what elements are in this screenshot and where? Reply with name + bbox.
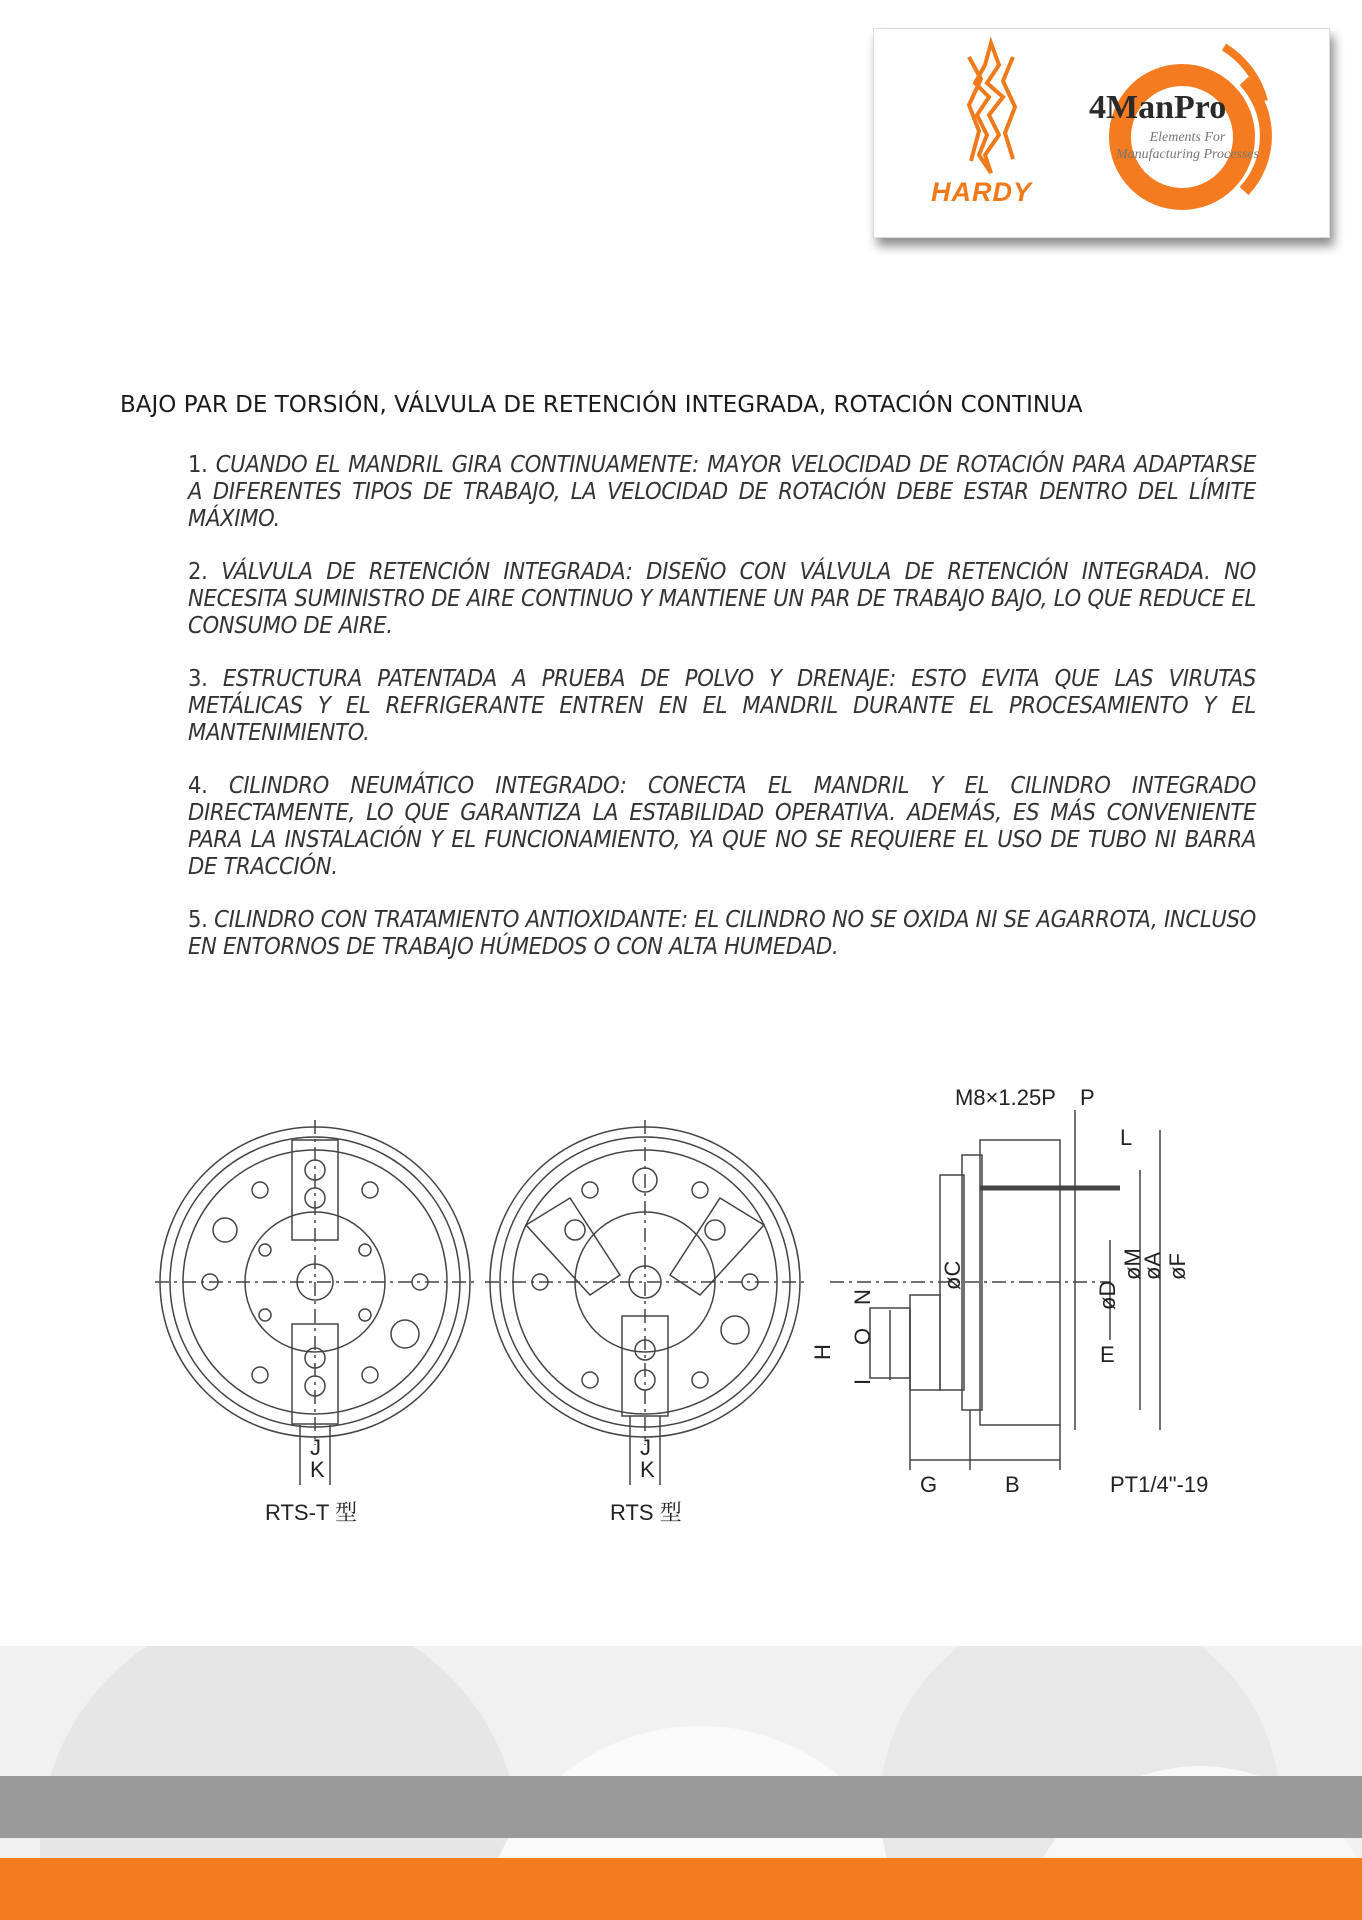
dim-k-2: K [640, 1457, 655, 1482]
dim-d: øD [1095, 1280, 1120, 1310]
dim-e: E [1100, 1342, 1115, 1367]
amanpro-logo-text: 4ManPro [1089, 89, 1227, 126]
dim-l: L [1120, 1125, 1133, 1150]
view1-label: RTS-T 型 [265, 1500, 358, 1525]
amanpro-tagline-1: Elements For [1149, 130, 1226, 145]
dim-k-1: K [310, 1457, 325, 1482]
dim-f: øF [1165, 1253, 1190, 1280]
amanpro-tagline [1116, 129, 1259, 163]
port-label: PT1/4"-19 [1110, 1472, 1209, 1497]
dim-a: øA [1140, 1251, 1165, 1280]
dim-h: H [810, 1344, 835, 1360]
hardy-logo-icon [929, 35, 1049, 180]
feature-item: 1. CUANDO EL MANDRIL GIRA CONTINUAMENTE: MAYOR VELOCIDAD DE ROTACIÓN PARA ADAPTARSE A DIFERENTES TIPOS DE TRABAJO, LA VELOCIDAD DE ROTACIÓN DEBE ESTAR DENTRO DEL LÍMITE MÁXIMO. [188, 450, 1256, 532]
dim-n: N [850, 1289, 875, 1305]
footer-orange-band [0, 1858, 1362, 1920]
dim-o: O [850, 1327, 875, 1345]
dim-c: øC [940, 1260, 965, 1290]
rts-front-view [485, 1120, 805, 1485]
feature-item: 2. VÁLVULA DE RETENCIÓN INTEGRADA: DISEÑO CON VÁLVULA DE RETENCIÓN INTEGRADA. NO NECESITA SUMINISTRO DE AIRE CONTINUO Y MANTIENE UN PAR DE TRABAJO BAJO, LO QUE REDUCE EL CONSUMO DE AIRE. [188, 557, 1256, 639]
view2-label: RTS 型 [610, 1500, 682, 1525]
technical-drawing [150, 1080, 1230, 1530]
feature-list [188, 451, 1256, 986]
dim-g: G [920, 1472, 938, 1497]
dim-i: I [850, 1378, 875, 1385]
dim-p: P [1080, 1085, 1095, 1110]
feature-item: 3. ESTRUCTURA PATENTADA A PRUEBA DE POLVO Y DRENAJE: ESTO EVITA QUE LAS VIRUTAS METÁLICAS Y EL REFRIGERANTE ENTREN EN EL MANDRIL DURANTE EL PROCESAMIENTO Y EL MANTENIMIENTO. [188, 664, 1256, 746]
logo-box [873, 28, 1330, 238]
dim-m: øM [1120, 1248, 1145, 1280]
dim-b: B [1005, 1472, 1020, 1497]
page-heading: BAJO PAR DE TORSIÓN, VÁLVULA DE RETENCIÓN INTEGRADA, ROTACIÓN CONTINUA [120, 392, 1083, 418]
feature-item: 5. CILINDRO CON TRATAMIENTO ANTIOXIDANTE: EL CILINDRO NO SE OXIDA NI SE AGARROTA, INCLUSO EN ENTORNOS DE TRABAJO HÚMEDOS O CON ALTA HUMEDAD. [188, 905, 1256, 960]
rts-t-front-view [155, 1120, 475, 1485]
thread-label: M8×1.25P [955, 1085, 1056, 1110]
dim-j-2: J [640, 1435, 651, 1460]
feature-item: 4. CILINDRO NEUMÁTICO INTEGRADO: CONECTA EL MANDRIL Y EL CILINDRO INTEGRADO DIRECTAMENTE, LO QUE GARANTIZA LA ESTABILIDAD OPERATIVA. ADEMÁS, ES MÁS CONVENIENTE PARA LA INSTALACIÓN Y EL FUNCIONAMIENTO, YA QUE NO SE REQUIERE EL USO DE TUBO NI BARRA DE TRACCIÓN. [188, 771, 1256, 880]
hardy-logo-text: HARDY [931, 177, 1033, 207]
dim-j-1: J [310, 1435, 321, 1460]
footer-gray-band [0, 1776, 1362, 1838]
amanpro-tagline-2: Manufacturing Processes [1116, 147, 1259, 162]
